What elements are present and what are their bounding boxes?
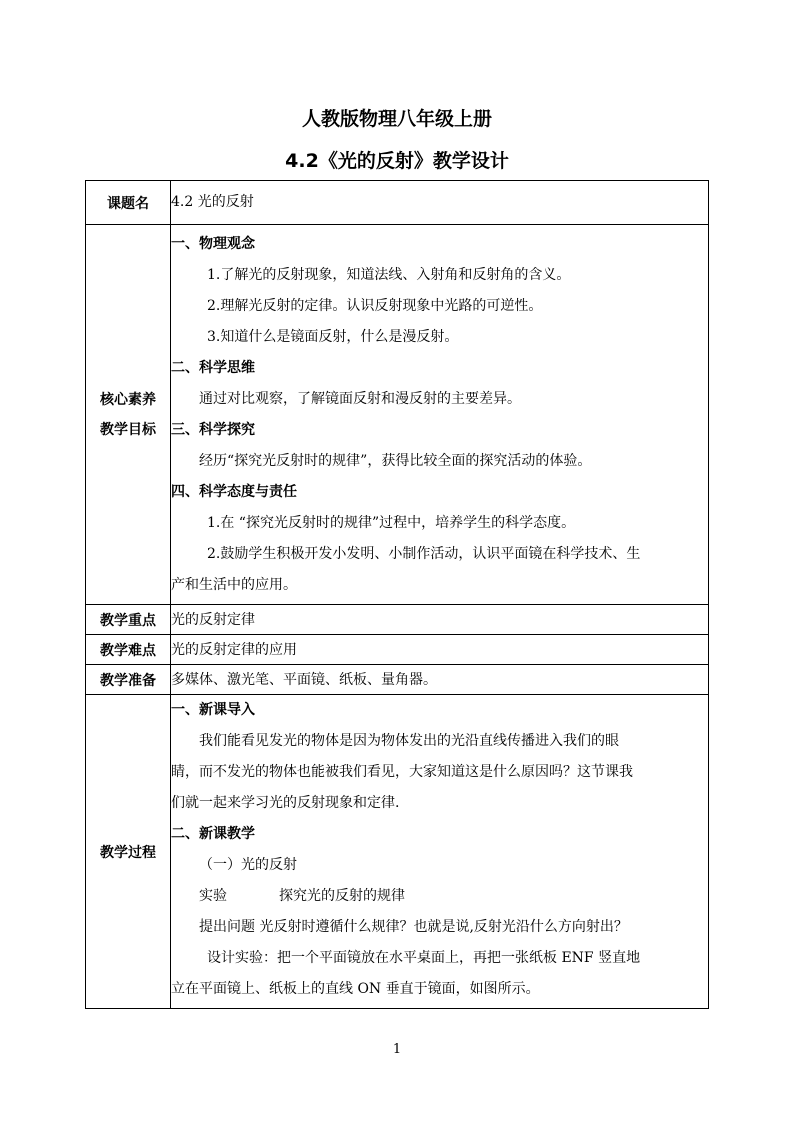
experiment-label: 实验 [199, 888, 227, 904]
process-content [171, 695, 709, 1009]
lesson-plan-table [85, 180, 709, 1009]
process-row [86, 695, 709, 1009]
focus-row [86, 605, 709, 635]
experiment-line [171, 881, 708, 912]
objective-item: 1.在 “探究光反射时的规律”过程中，培养学生的科学态度。 [207, 514, 576, 531]
preparation-row [86, 665, 709, 695]
process-subheading: （一）光的反射 [199, 857, 297, 873]
objective-heading: 四、科学态度与责任 [171, 483, 297, 500]
process-paragraph-continued: 睛，而不发光的物体也能被我们看见，大家知道这是什么原因吗？这节课我 [171, 764, 633, 780]
objective-item: 经历“探究光反射时的规律”，获得比较全面的探究活动的体验。 [199, 452, 592, 469]
objectives-content [171, 225, 709, 605]
topic-value: 4.2 光的反射 [171, 181, 709, 225]
objective-item-continued: 产和生活中的应用。 [171, 576, 297, 593]
document-subtitle: 4.2《光的反射》教学设计 [285, 150, 509, 172]
objective-heading: 二、科学思维 [171, 359, 255, 376]
difficulty-label: 教学难点 [86, 635, 171, 665]
objective-item: 2.鼓励学生积极开发小发明、小制作活动，认识平面镜在科学技术、生 [207, 545, 641, 562]
objective-item: 2.理解光反射的定律。认识反射现象中光路的可逆性。 [207, 297, 543, 314]
process-paragraph: 提出问题 光反射时遵循什么规律？也就是说,反射光沿什么方向射出？ [199, 919, 628, 935]
process-paragraph-continued: 们就一起来学习光的反射现象和定律. [171, 795, 400, 811]
objectives-row [86, 225, 709, 605]
objectives-label: 核心素养 教学目标 [86, 225, 171, 605]
process-heading: 二、新课教学 [171, 826, 255, 842]
document-title: 人教版物理八年级上册 [301, 108, 492, 130]
experiment-title: 探究光的反射的规律 [279, 888, 405, 904]
focus-label: 教学重点 [86, 605, 171, 635]
objective-heading: 三、科学探究 [171, 421, 255, 438]
difficulty-value: 光的反射定律的应用 [171, 635, 709, 665]
page-number: 1 [392, 1042, 402, 1057]
focus-value: 光的反射定律 [171, 605, 709, 635]
objective-item: 通过对比观察，了解镜面反射和漫反射的主要差异。 [199, 390, 521, 407]
process-paragraph-continued: 立在平面镜上、纸板上的直线 ON 垂直于镜面，如图所示。 [171, 981, 540, 997]
topic-row [86, 181, 709, 225]
process-label: 教学过程 [86, 695, 171, 1009]
objective-heading: 一、物理观念 [171, 235, 255, 252]
topic-label: 课题名 [86, 181, 171, 225]
preparation-value: 多媒体、激光笔、平面镜、纸板、量角器。 [171, 665, 709, 695]
difficulty-row [86, 635, 709, 665]
preparation-label: 教学准备 [86, 665, 171, 695]
objective-item: 3.知道什么是镜面反射，什么是漫反射。 [207, 328, 459, 345]
process-paragraph: 设计实验：把一个平面镜放在水平桌面上，再把一张纸板 ENF 竖直地 [207, 950, 641, 966]
process-paragraph: 我们能看见发光的物体是因为物体发出的光沿直线传播进入我们的眼 [199, 733, 619, 749]
process-heading: 一、新课导入 [171, 702, 255, 718]
objective-item: 1.了解光的反射现象，知道法线、入射角和反射角的含义。 [207, 266, 571, 283]
